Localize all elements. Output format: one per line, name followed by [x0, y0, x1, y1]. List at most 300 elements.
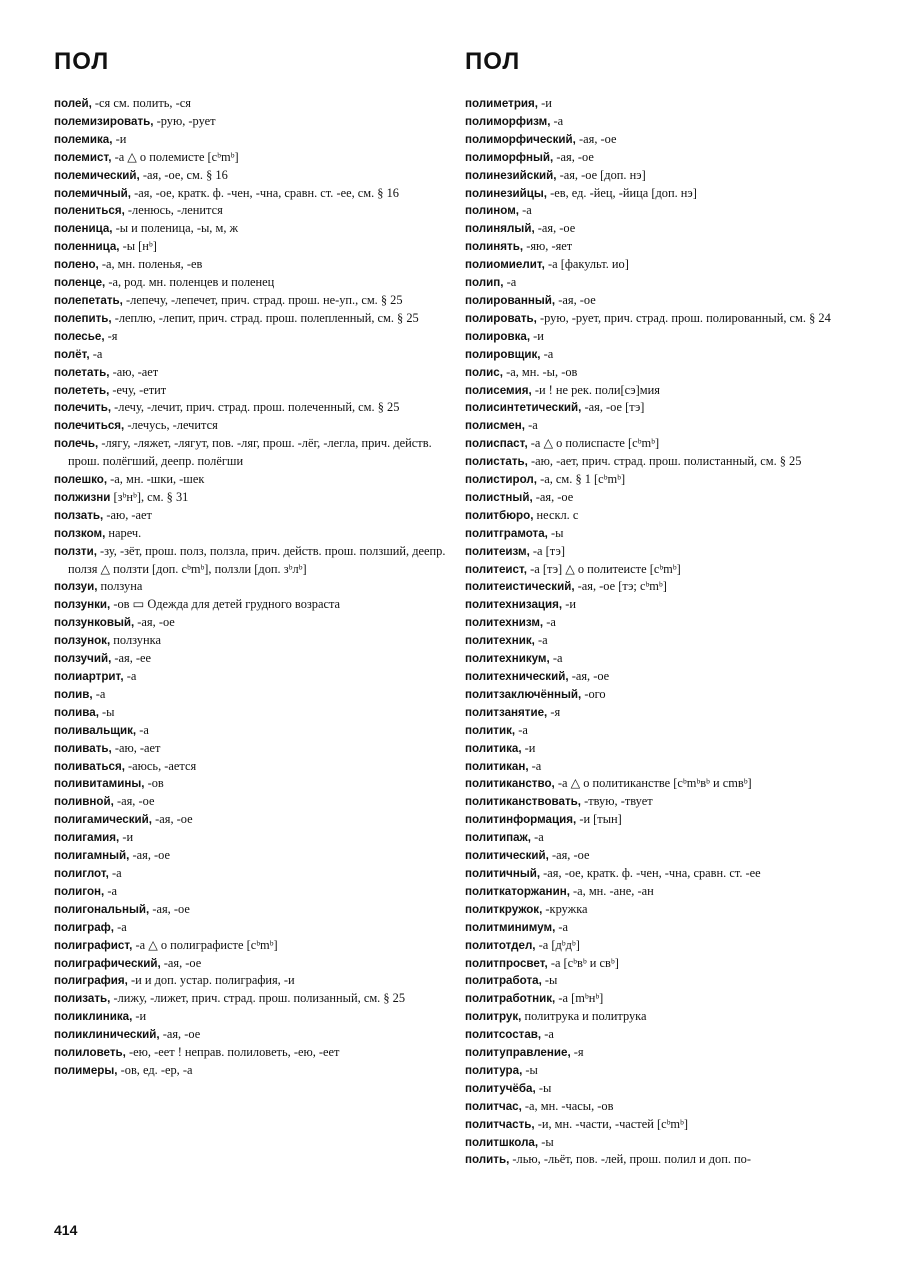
dictionary-entry: [465, 596, 857, 614]
entry-definition: -а: [541, 1027, 554, 1042]
dictionary-entry: [465, 274, 857, 292]
entry-definition: -а: [89, 346, 103, 361]
entry-headword: полжизни: [54, 490, 111, 504]
entry-headword: политехнический,: [465, 670, 569, 683]
entry-headword: полиграфист,: [54, 938, 133, 952]
entry-definition: -ы и поленица, -ы, м, ж: [112, 221, 239, 236]
dictionary-entry: [465, 793, 857, 811]
entry-headword: политиканство,: [465, 777, 555, 791]
entry-headword: полепетать,: [54, 293, 123, 307]
dictionary-entry: [465, 113, 857, 131]
entry-headword: полива,: [54, 705, 99, 719]
dictionary-entry: [465, 1080, 857, 1098]
dictionary-entry: [465, 346, 857, 364]
entry-headword: полиспаст,: [465, 437, 528, 451]
entry-headword: политиканствовать,: [465, 795, 581, 809]
entry-headword: полиграф,: [54, 920, 115, 934]
entry-headword: политипаж,: [465, 831, 531, 845]
entry-headword: политбюро,: [465, 508, 534, 522]
dictionary-entry: [465, 1098, 857, 1116]
entry-definition: -и ! не рек. поли[сэ]мия: [531, 382, 660, 397]
entry-headword: полей,: [54, 97, 92, 110]
dictionary-entry: [54, 435, 446, 471]
entry-definition: -ая, -ое, кратк. ф. -чен, -чна, сравн. ст. -ее: [540, 865, 761, 880]
dictionary-entry: [54, 972, 446, 990]
entry-headword: полигамный,: [54, 849, 130, 863]
dictionary-entry: [465, 95, 857, 113]
entry-definition: -ленюсь, -ленится: [124, 203, 223, 218]
dictionary-entry: [54, 668, 446, 686]
dictionary-entry: [54, 328, 446, 346]
dictionary-entry: [54, 417, 446, 435]
dictionary-entry: [54, 740, 446, 758]
entry-definition: нареч.: [105, 525, 142, 540]
entry-definition: -а [факульт. ио]: [544, 257, 629, 272]
entry-definition: -ая, -ое: [534, 221, 576, 236]
entry-definition: -ая, -ое: [152, 812, 193, 827]
dictionary-entry: [54, 113, 446, 131]
entry-headword: полип,: [465, 276, 504, 290]
entry-definition: -зу, -зёт, прош. полз, ползла, прич. действ. прош. ползший, деепр. ползя △ ползти [доп. сᵇmᵇ], ползли [доп. зᵇлᵇ]: [68, 543, 446, 576]
dictionary-entry: [54, 901, 446, 919]
entry-definition: -лечусь, -лечится: [124, 418, 218, 433]
entry-definition: -ая, -ое: [548, 848, 590, 863]
entry-definition: -а: [531, 830, 544, 845]
dictionary-entry: [54, 829, 446, 847]
entry-headword: полисемия,: [465, 383, 532, 397]
entry-definition: -а: [92, 686, 106, 701]
dictionary-entry: [465, 722, 857, 740]
dictionary-entry: [465, 919, 857, 937]
dictionary-entry: [54, 292, 446, 310]
entry-definition: -и: [538, 96, 552, 110]
entry-definition: -а: [534, 633, 548, 648]
dictionary-entry: [54, 775, 446, 793]
dictionary-entry: [465, 758, 857, 776]
dictionary-entry: [54, 489, 446, 507]
entry-headword: полемический,: [54, 168, 140, 182]
entry-headword: полиглот,: [54, 866, 109, 880]
entry-definition: -а, мн. -шки, -шек: [107, 472, 205, 487]
entry-headword: политуправление,: [465, 1046, 571, 1060]
entry-definition: -рую, -рует, прич. страд. прош. полированный, см. § 24: [536, 310, 831, 325]
left-column: [54, 95, 446, 1080]
entry-headword: полинять,: [465, 240, 524, 254]
entry-headword: полечиться,: [54, 419, 125, 433]
entry-definition: политрука и политрука: [521, 1009, 647, 1024]
entry-headword: политминимум,: [465, 920, 556, 934]
dictionary-entry: [465, 1008, 857, 1026]
entry-definition: -а, мн. поленья, -ев: [98, 257, 203, 272]
entry-definition: -а, мн. -ы, -ов: [502, 364, 578, 379]
dictionary-entry: [54, 578, 446, 596]
entry-definition: -а △ о полемисте [сᵇmᵇ]: [111, 149, 239, 164]
entry-headword: политеизм,: [465, 544, 530, 558]
dictionary-entry: [465, 955, 857, 973]
dictionary-entry: [465, 328, 857, 346]
entry-headword: полиартрит,: [54, 670, 124, 683]
dictionary-entry: [465, 238, 857, 256]
entry-headword: политехникум,: [465, 652, 550, 666]
entry-headword: политика,: [465, 741, 522, 755]
entry-definition: -а: [104, 883, 118, 898]
entry-definition: -ая, -ое: [160, 955, 202, 970]
entry-headword: политзаключённый,: [465, 687, 582, 701]
entry-headword: политкаторжанин,: [465, 884, 570, 898]
entry-definition: -ся см. полить, -ся: [91, 96, 191, 110]
dictionary-entry: [54, 274, 446, 292]
entry-headword: полиморфный,: [465, 150, 554, 164]
dictionary-entry: [54, 382, 446, 400]
dictionary-entry: [465, 847, 857, 865]
dictionary-entry: [465, 292, 857, 310]
dictionary-entry: [54, 346, 446, 364]
entry-definition: -ы [нᵇ]: [119, 239, 157, 254]
entry-headword: политшкола,: [465, 1135, 539, 1149]
entry-definition: -ая, -ое [тэ; сᵇmᵇ]: [574, 579, 667, 594]
dictionary-entry: [54, 543, 446, 579]
entry-headword: полигон,: [54, 884, 105, 898]
entry-headword: полировка,: [465, 329, 531, 343]
entry-headword: полиметрия,: [465, 97, 539, 110]
entry-definition: -а: [555, 919, 569, 934]
dictionary-entry: [465, 704, 857, 722]
entry-headword: политработа,: [465, 974, 542, 988]
dictionary-entry: [54, 990, 446, 1008]
dictionary-entry: [465, 1134, 857, 1152]
dictionary-entry: [54, 614, 446, 632]
entry-definition: -а: [123, 669, 137, 683]
entry-headword: полизать,: [54, 992, 111, 1006]
entry-definition: -ая, -ое [доп. нэ]: [556, 167, 646, 182]
entry-definition: -я: [570, 1045, 584, 1060]
entry-definition: -ого: [581, 686, 606, 701]
entry-definition: -яю, -яет: [523, 239, 573, 254]
entry-definition: -я: [104, 328, 118, 343]
entry-headword: полиомиелит,: [465, 258, 545, 272]
entry-definition: -а, мн. -ане, -ан: [569, 883, 654, 898]
entry-headword: ползком,: [54, 526, 106, 540]
dictionary-entry: [54, 1044, 446, 1062]
dictionary-entry: [465, 185, 857, 203]
entry-definition: -ы: [547, 525, 564, 540]
entry-headword: ползунки,: [54, 598, 111, 612]
dictionary-entry: [54, 596, 446, 614]
entry-definition: -лягу, -ляжет, -лягут, пов. -ляг, прош. -лёг, -легла, прич. действ. прош. полёгший, деепр. полёгши: [68, 436, 432, 469]
dictionary-entry: [54, 883, 446, 901]
entry-headword: политчас,: [465, 1099, 522, 1113]
entry-headword: политпросвет,: [465, 956, 548, 970]
dictionary-entry: [465, 1151, 857, 1169]
page-number: 414: [54, 1222, 78, 1238]
entry-definition: -а: [524, 418, 538, 433]
entry-headword: полепить,: [54, 311, 112, 325]
entry-headword: политзанятие,: [465, 705, 548, 719]
entry-headword: ползуи,: [54, 580, 98, 594]
entry-headword: поливной,: [54, 795, 114, 809]
dictionary-entry: [54, 722, 446, 740]
entry-definition: -а: [136, 722, 149, 737]
dictionary-entry: [465, 686, 857, 704]
entry-headword: политотдел,: [465, 938, 536, 952]
entry-definition: -ечу, -етит: [109, 382, 167, 397]
entry-headword: полировать,: [465, 311, 537, 325]
entry-definition: -рую, -рует: [153, 113, 216, 128]
dictionary-entry: [54, 256, 446, 274]
dictionary-entry: [54, 131, 446, 149]
entry-definition: -а △ о полиспасте [сᵇmᵇ]: [527, 436, 660, 451]
dictionary-entry: [465, 937, 857, 955]
dictionary-entry: [465, 453, 857, 471]
entry-headword: полистирол,: [465, 473, 538, 487]
dictionary-entry: [465, 1044, 857, 1062]
entry-definition: -а [mᵇнᵇ]: [555, 991, 604, 1006]
dictionary-entry: [54, 149, 446, 167]
entry-definition: -а, мн. -часы, -ов: [521, 1098, 614, 1113]
entry-definition: -аю, -ает: [111, 740, 161, 755]
dictionary-entry: [465, 202, 857, 220]
entry-definition: -а △ о полиграфисте [сᵇmᵇ]: [132, 937, 278, 952]
entry-definition: -лепечу, -лепечет, прич. страд. прош. не-уп., см. § 25: [122, 292, 403, 307]
entry-definition: -и: [530, 328, 544, 343]
dictionary-entry: [465, 1116, 857, 1134]
entry-definition: -аю, -ает: [109, 364, 159, 379]
dictionary-entry: [465, 525, 857, 543]
entry-headword: полиграфия,: [54, 974, 128, 988]
entry-definition: -ая, -ое: [149, 901, 190, 916]
entry-definition: -лечу, -лечит, прич. страд. прош. полеченный, см. § 25: [111, 400, 400, 415]
entry-headword: политический,: [465, 849, 549, 863]
entry-headword: полигональный,: [54, 902, 150, 916]
entry-definition: -ы: [535, 1080, 552, 1095]
entry-definition: -аю, -ает: [103, 507, 152, 522]
entry-headword: полемизировать,: [54, 114, 154, 128]
dictionary-entry: [465, 364, 857, 382]
entry-headword: ползти,: [54, 544, 97, 558]
dictionary-entry: [54, 507, 446, 525]
dictionary-entry: [54, 167, 446, 185]
dictionary-entry: [465, 131, 857, 149]
entry-definition: -а [тэ] △ о политеисте [сᵇmᵇ]: [527, 561, 681, 576]
entry-headword: политработник,: [465, 992, 556, 1006]
entry-definition: -и: [521, 740, 536, 755]
entry-definition: -и [тын]: [576, 812, 622, 827]
entry-definition: -ая, -ое, кратк. ф. -чен, -чна, сравн. ст. -ее, см. § 16: [131, 185, 399, 200]
dictionary-entry: [465, 668, 857, 686]
entry-definition: -и: [132, 1009, 147, 1024]
dictionary-entry: [465, 507, 857, 525]
entry-definition: -ая, -ое: [113, 794, 155, 809]
dictionary-entry: [465, 256, 857, 274]
entry-definition: -и, мн. -части, -частей [сᵇmᵇ]: [534, 1116, 689, 1131]
dictionary-entry: [465, 167, 857, 185]
dictionary-entry: [465, 543, 857, 561]
entry-headword: полемист,: [54, 150, 112, 164]
entry-headword: ползунок,: [54, 634, 111, 648]
entry-definition: -ы: [98, 704, 115, 719]
dictionary-entry: [54, 364, 446, 382]
entry-definition: -ы: [522, 1062, 538, 1077]
dictionary-entry: [465, 632, 857, 650]
entry-definition: -ев, ед. -йец, -йица [доп. нэ]: [547, 185, 697, 200]
entry-definition: -леплю, -лепит, прич. страд. прош. полепленный, см. § 25: [111, 310, 419, 325]
entry-definition: -ая, -ое [тэ]: [581, 400, 645, 415]
entry-headword: полив,: [54, 687, 93, 701]
entry-headword: полином,: [465, 204, 520, 218]
entry-headword: поленица,: [54, 222, 113, 236]
entry-headword: полениться,: [54, 204, 125, 218]
entry-headword: политсостав,: [465, 1028, 542, 1042]
entry-headword: полечить,: [54, 401, 112, 415]
entry-headword: полесье,: [54, 329, 105, 343]
entry-definition: -аю, -ает, прич. страд. прош. полистанный, см. § 25: [527, 454, 802, 469]
entry-headword: политграмота,: [465, 526, 548, 540]
dictionary-entry: [465, 901, 857, 919]
entry-headword: полететь,: [54, 383, 110, 397]
entry-definition: -а △ о политиканстве [сᵇmᵇвᵇ и сmвᵇ]: [554, 776, 752, 791]
entry-definition: -ая, -ое: [129, 848, 170, 863]
dictionary-entry: [465, 435, 857, 453]
entry-headword: полешко,: [54, 473, 108, 487]
entry-definition: -а [дᵇдᵇ]: [535, 937, 580, 952]
entry-headword: полиграфический,: [54, 956, 161, 970]
entry-headword: полиморфизм,: [465, 114, 551, 128]
dictionary-entry: [465, 650, 857, 668]
entry-headword: ползунковый,: [54, 616, 135, 630]
entry-headword: полисмен,: [465, 419, 525, 433]
dictionary-entry: [465, 220, 857, 238]
entry-headword: политеистический,: [465, 580, 575, 594]
dictionary-entry: [465, 561, 857, 579]
entry-definition: -и: [112, 131, 127, 146]
entry-definition: -ая, -ое: [134, 615, 175, 630]
entry-headword: политучёба,: [465, 1081, 536, 1095]
entry-headword: политехнизация,: [465, 598, 563, 612]
entry-headword: политик,: [465, 723, 516, 737]
entry-headword: поликлинический,: [54, 1028, 160, 1042]
dictionary-entry: [465, 775, 857, 793]
entry-headword: полено,: [54, 258, 99, 272]
dictionary-entry: [465, 829, 857, 847]
entry-headword: поливальщик,: [54, 723, 137, 737]
dictionary-entry: [54, 919, 446, 937]
entry-headword: полигамический,: [54, 813, 153, 827]
dictionary-entry: [54, 686, 446, 704]
entry-headword: поливитамины,: [54, 777, 145, 791]
entry-definition: -и: [119, 830, 134, 845]
entry-headword: поликлиника,: [54, 1010, 133, 1024]
entry-headword: полистать,: [465, 455, 528, 469]
entry-definition: -ая, -ое: [159, 1027, 201, 1042]
entry-headword: полить,: [465, 1153, 510, 1167]
entry-headword: поленце,: [54, 276, 106, 290]
dictionary-entry: [465, 865, 857, 883]
dictionary-entry: [465, 614, 857, 632]
entry-definition: -а: [540, 346, 554, 361]
entry-definition: -ая, -ое: [575, 131, 617, 146]
dictionary-entry: [54, 793, 446, 811]
dictionary-entry: [54, 758, 446, 776]
dictionary-entry: [54, 202, 446, 220]
dictionary-entry: [465, 811, 857, 829]
entry-definition: -а: [528, 758, 542, 773]
entry-definition: -ы: [538, 1134, 554, 1149]
dictionary-entry: [465, 990, 857, 1008]
entry-definition: -а: [519, 203, 532, 218]
entry-definition: -ая, -ое: [553, 149, 594, 164]
entry-definition: -а: [550, 113, 564, 128]
dictionary-entry: [54, 847, 446, 865]
dictionary-entry: [54, 632, 446, 650]
running-head-left: ПОЛ: [54, 48, 110, 75]
dictionary-entry: [54, 955, 446, 973]
entry-definition: -ов: [144, 776, 164, 791]
entry-definition: -а: [503, 275, 517, 290]
entry-definition: -а: [543, 615, 556, 630]
entry-headword: ползать,: [54, 508, 104, 522]
entry-definition: -ая, -ое: [532, 489, 574, 504]
entry-definition: -а, род. мн. поленцев и поленец: [105, 275, 275, 290]
dictionary-entry: [465, 489, 857, 507]
entry-headword: поливаться,: [54, 759, 125, 773]
entry-headword: политичный,: [465, 866, 541, 880]
entry-headword: полиморфический,: [465, 132, 576, 146]
dictionary-entry: [54, 1026, 446, 1044]
entry-definition: -ая, -ое: [568, 669, 610, 683]
entry-definition: -кружка: [542, 901, 588, 916]
entry-definition: -а: [515, 722, 528, 737]
entry-headword: политеист,: [465, 562, 528, 576]
entry-headword: полемичный,: [54, 186, 131, 200]
entry-definition: -лью, -льёт, пов. -лей, прош. полил и доп. по-: [509, 1152, 752, 1167]
entry-definition: -лижу, -лижет, прич. страд. прош. полизанный, см. § 25: [110, 991, 406, 1006]
entry-headword: полистный,: [465, 490, 533, 504]
entry-definition: -я: [547, 704, 561, 719]
entry-headword: полиловеть,: [54, 1046, 126, 1060]
entry-definition: -ая, -ое: [555, 292, 596, 307]
dictionary-entry: [54, 310, 446, 328]
dictionary-entry: [465, 417, 857, 435]
dictionary-entry: [54, 704, 446, 722]
entry-headword: полемика,: [54, 132, 113, 146]
entry-definition: нескл. с: [533, 507, 579, 522]
dictionary-entry: [465, 883, 857, 901]
entry-definition: -твую, -твует: [580, 794, 653, 809]
dictionary-entry: [54, 937, 446, 955]
entry-headword: полис,: [465, 365, 503, 379]
dictionary-entry: [465, 578, 857, 596]
entry-headword: полечь,: [54, 437, 99, 451]
entry-definition: -ая, -ое, см. § 16: [139, 167, 228, 182]
entry-headword: полировщик,: [465, 347, 541, 361]
entry-headword: политикан,: [465, 759, 529, 773]
dictionary-entry: [465, 471, 857, 489]
entry-definition: -а [сᵇвᵇ и свᵇ]: [547, 955, 619, 970]
entry-headword: политкружок,: [465, 902, 543, 916]
dictionary-entry: [54, 95, 446, 113]
entry-definition: -и и доп. устар. полиграфия, -и: [127, 973, 295, 988]
entry-headword: политехник,: [465, 634, 535, 648]
entry-definition: -а: [108, 865, 122, 880]
dictionary-entry: [54, 525, 446, 543]
entry-definition: -и: [562, 597, 576, 612]
entry-definition: -ая, -ее: [111, 651, 152, 666]
entry-definition: -а, см. § 1 [сᵇmᵇ]: [537, 472, 626, 487]
dictionary-entry: [465, 972, 857, 990]
entry-definition: -а: [549, 651, 563, 666]
entry-definition: -ов ▭ Одежда для детей грудного возраста: [110, 597, 341, 612]
dictionary-entry: [54, 185, 446, 203]
